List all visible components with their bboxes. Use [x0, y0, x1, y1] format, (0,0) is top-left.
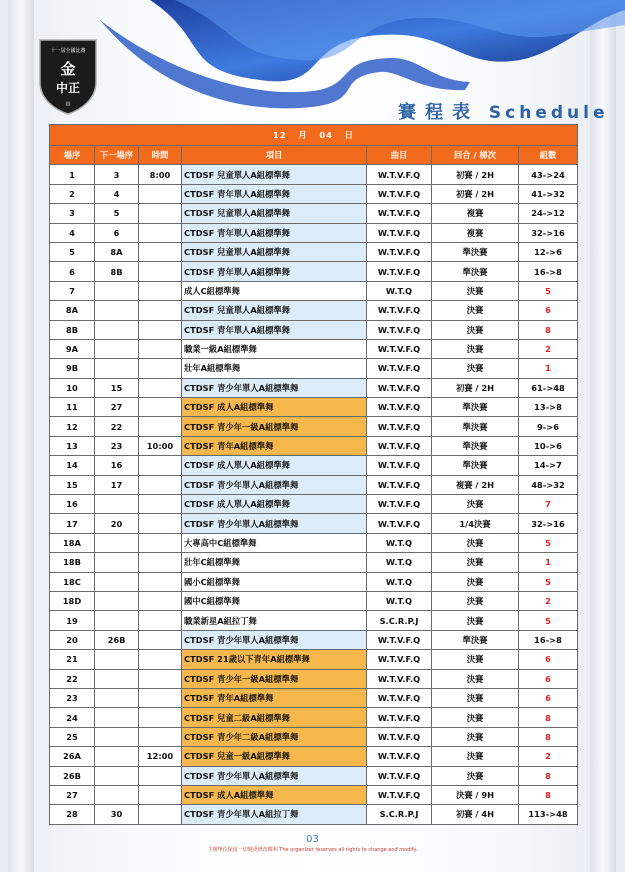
event-cell: CTDSF 青少年單人A組標準舞 — [182, 378, 367, 397]
count-cell: 5 — [519, 611, 578, 630]
round-cell: 決賽 / 9H — [432, 785, 519, 804]
table-row — [50, 339, 578, 358]
title-en: Schedule — [488, 103, 609, 123]
next-seq-cell: 8B — [95, 262, 139, 281]
next-seq-cell — [95, 591, 139, 610]
event-cell: CTDSF 青少年一級A組標準舞 — [182, 669, 367, 688]
header-next-seq: 下一場序 — [95, 146, 139, 165]
table-row — [50, 785, 578, 804]
time-cell — [139, 475, 182, 494]
seq-cell: 26B — [50, 766, 95, 785]
count-cell: 6 — [519, 669, 578, 688]
table-row — [50, 436, 578, 455]
seq-cell: 16 — [50, 495, 95, 514]
date-month-unit: 月 — [298, 130, 308, 140]
next-seq-cell — [95, 766, 139, 785]
table-row — [50, 281, 578, 300]
round-cell: 準決賽 — [432, 456, 519, 475]
round-cell: 決賽 — [432, 591, 519, 610]
count-cell: 7 — [519, 495, 578, 514]
count-cell: 5 — [519, 533, 578, 552]
music-cell: W.T.V.F.Q — [367, 165, 432, 184]
seq-cell: 12 — [50, 417, 95, 436]
seq-cell: 23 — [50, 688, 95, 707]
round-cell: 準決賽 — [432, 630, 519, 649]
table-row — [50, 572, 578, 591]
music-cell: W.T.V.F.Q — [367, 514, 432, 533]
table-row — [50, 378, 578, 397]
round-cell: 準決賽 — [432, 398, 519, 417]
table-row — [50, 165, 578, 184]
table-row — [50, 359, 578, 378]
seq-cell: 10 — [50, 378, 95, 397]
table-row — [50, 417, 578, 436]
event-cell: CTDSF 青少年二級A組標準舞 — [182, 727, 367, 746]
next-seq-cell — [95, 533, 139, 552]
logo-line1: 金 — [60, 60, 76, 78]
round-cell: 決賽 — [432, 572, 519, 591]
next-seq-cell: 4 — [95, 184, 139, 203]
count-cell: 10->6 — [519, 436, 578, 455]
time-cell — [139, 242, 182, 261]
time-cell — [139, 514, 182, 533]
round-cell: 決賽 — [432, 553, 519, 572]
round-cell: 準決賽 — [432, 417, 519, 436]
count-cell: 6 — [519, 688, 578, 707]
count-cell: 43->24 — [519, 165, 578, 184]
music-cell: W.T.V.F.Q — [367, 495, 432, 514]
round-cell: 決賽 — [432, 766, 519, 785]
music-cell: W.T.V.F.Q — [367, 436, 432, 455]
music-cell: W.T.V.F.Q — [367, 242, 432, 261]
logo-line2: 中正 — [55, 81, 81, 95]
music-cell: W.T.V.F.Q — [367, 301, 432, 320]
count-cell: 8 — [519, 708, 578, 727]
time-cell — [139, 320, 182, 339]
event-cell: 成人C組標準舞 — [182, 281, 367, 300]
music-cell: W.T.V.F.Q — [367, 339, 432, 358]
count-cell: 6 — [519, 650, 578, 669]
round-cell: 準決賽 — [432, 262, 519, 281]
table-row — [50, 747, 578, 766]
table-row — [50, 708, 578, 727]
event-cell: CTDSF 青年單人A組標準舞 — [182, 223, 367, 242]
next-seq-cell: 15 — [95, 378, 139, 397]
date-day-unit: 日 — [344, 130, 354, 140]
music-cell: W.T.V.F.Q — [367, 378, 432, 397]
music-cell: W.T.Q — [367, 553, 432, 572]
time-cell: 12:00 — [139, 747, 182, 766]
next-seq-cell: 17 — [95, 475, 139, 494]
round-cell: 複賽 — [432, 223, 519, 242]
seq-cell: 18D — [50, 591, 95, 610]
logo — [34, 32, 102, 116]
event-cell: CTDSF 成人A組標準舞 — [182, 398, 367, 417]
next-seq-cell: 8A — [95, 242, 139, 261]
seq-cell: 9B — [50, 359, 95, 378]
time-cell — [139, 223, 182, 242]
event-cell: CTDSF 兒童二級A組標準舞 — [182, 708, 367, 727]
logo-top-text: 十一屆全國比賽 — [50, 48, 86, 54]
time-cell — [139, 417, 182, 436]
event-cell: CTDSF 青少年單人A組標準舞 — [182, 766, 367, 785]
next-seq-cell — [95, 727, 139, 746]
seq-cell: 5 — [50, 242, 95, 261]
next-seq-cell — [95, 301, 139, 320]
table-row — [50, 495, 578, 514]
music-cell: W.T.Q — [367, 533, 432, 552]
count-cell: 8 — [519, 727, 578, 746]
round-cell: 決賽 — [432, 611, 519, 630]
next-seq-cell — [95, 553, 139, 572]
time-cell — [139, 495, 182, 514]
round-cell: 決賽 — [432, 727, 519, 746]
event-cell: CTDSF 兒童單人A組標準舞 — [182, 301, 367, 320]
next-seq-cell — [95, 708, 139, 727]
table-row — [50, 475, 578, 494]
table-row — [50, 456, 578, 475]
next-seq-cell — [95, 320, 139, 339]
round-cell: 1/4決賽 — [432, 514, 519, 533]
seq-cell: 6 — [50, 262, 95, 281]
event-cell: CTDSF 青年A組標準舞 — [182, 688, 367, 707]
time-cell — [139, 650, 182, 669]
next-seq-cell — [95, 572, 139, 591]
table-row — [50, 242, 578, 261]
round-cell: 初賽 / 2H — [432, 378, 519, 397]
next-seq-cell: 22 — [95, 417, 139, 436]
count-cell: 12->6 — [519, 242, 578, 261]
music-cell: W.T.V.F.Q — [367, 320, 432, 339]
table-row — [50, 223, 578, 242]
table-row — [50, 553, 578, 572]
time-cell — [139, 262, 182, 281]
header-event: 項目 — [182, 146, 367, 165]
time-cell — [139, 378, 182, 397]
round-cell: 決賽 — [432, 495, 519, 514]
table-row — [50, 262, 578, 281]
round-cell: 決賽 — [432, 669, 519, 688]
time-cell — [139, 572, 182, 591]
header-count: 組數 — [519, 146, 578, 165]
table-row — [50, 301, 578, 320]
background-pillar — [8, 0, 34, 872]
next-seq-cell: 16 — [95, 456, 139, 475]
count-cell: 113->48 — [519, 805, 578, 824]
table-row — [50, 630, 578, 649]
date-month: 12 — [273, 130, 287, 140]
count-cell: 32->16 — [519, 223, 578, 242]
time-cell — [139, 339, 182, 358]
music-cell: W.T.V.F.Q — [367, 359, 432, 378]
table-row — [50, 514, 578, 533]
event-cell: CTDSF 成人單人A組標準舞 — [182, 456, 367, 475]
round-cell: 決賽 — [432, 301, 519, 320]
event-cell: CTDSF 青少年單人A組拉丁舞 — [182, 805, 367, 824]
count-cell: 9->6 — [519, 417, 578, 436]
seq-cell: 27 — [50, 785, 95, 804]
table-row — [50, 650, 578, 669]
count-cell: 2 — [519, 591, 578, 610]
table-row — [50, 669, 578, 688]
music-cell: W.T.V.F.Q — [367, 747, 432, 766]
next-seq-cell — [95, 688, 139, 707]
time-cell — [139, 359, 182, 378]
music-cell: W.T.V.F.Q — [367, 184, 432, 203]
time-cell — [139, 591, 182, 610]
time-cell — [139, 766, 182, 785]
seq-cell: 21 — [50, 650, 95, 669]
next-seq-cell — [95, 650, 139, 669]
event-cell: CTDSF 青少年一級A組標準舞 — [182, 417, 367, 436]
seq-cell: 25 — [50, 727, 95, 746]
next-seq-cell — [95, 669, 139, 688]
count-cell: 16->8 — [519, 262, 578, 281]
round-cell: 決賽 — [432, 281, 519, 300]
event-cell: CTDSF 成人A組標準舞 — [182, 785, 367, 804]
background-pillar — [590, 0, 616, 872]
time-cell — [139, 688, 182, 707]
count-cell: 5 — [519, 572, 578, 591]
next-seq-cell: 27 — [95, 398, 139, 417]
count-cell: 5 — [519, 281, 578, 300]
next-seq-cell — [95, 747, 139, 766]
table-row — [50, 398, 578, 417]
header-music: 曲目 — [367, 146, 432, 165]
music-cell: W.T.V.F.Q — [367, 785, 432, 804]
next-seq-cell — [95, 281, 139, 300]
music-cell: W.T.Q — [367, 591, 432, 610]
music-cell: W.T.V.F.Q — [367, 398, 432, 417]
count-cell: 16->8 — [519, 630, 578, 649]
page-title — [398, 98, 609, 124]
event-cell: CTDSF 青年單人A組標準舞 — [182, 262, 367, 281]
event-cell: 壯年A組標準舞 — [182, 359, 367, 378]
seq-cell: 3 — [50, 204, 95, 223]
music-cell: W.T.V.F.Q — [367, 688, 432, 707]
round-cell: 決賽 — [432, 359, 519, 378]
seq-cell: 14 — [50, 456, 95, 475]
next-seq-cell — [95, 495, 139, 514]
round-cell: 準決賽 — [432, 436, 519, 455]
seq-cell: 18B — [50, 553, 95, 572]
music-cell: W.T.V.F.Q — [367, 417, 432, 436]
time-cell — [139, 204, 182, 223]
seq-cell: 26A — [50, 747, 95, 766]
time-cell — [139, 785, 182, 804]
seq-cell: 4 — [50, 223, 95, 242]
count-cell: 48->32 — [519, 475, 578, 494]
count-cell: 2 — [519, 747, 578, 766]
seq-cell: 15 — [50, 475, 95, 494]
music-cell: W.T.V.F.Q — [367, 630, 432, 649]
count-cell: 1 — [519, 553, 578, 572]
next-seq-cell: 20 — [95, 514, 139, 533]
count-cell: 13->8 — [519, 398, 578, 417]
logo-bottom-text: III — [65, 101, 71, 108]
event-cell: 壯年C組標準舞 — [182, 553, 367, 572]
count-cell: 14->7 — [519, 456, 578, 475]
event-cell: CTDSF 兒童單人A組標準舞 — [182, 242, 367, 261]
table-row — [50, 611, 578, 630]
table-row — [50, 805, 578, 824]
time-cell — [139, 533, 182, 552]
event-cell: CTDSF 青年A組標準舞 — [182, 436, 367, 455]
next-seq-cell — [95, 359, 139, 378]
event-cell: CTDSF 兒童單人A組標準舞 — [182, 204, 367, 223]
round-cell: 決賽 — [432, 533, 519, 552]
next-seq-cell: 26B — [95, 630, 139, 649]
event-cell: CTDSF 兒童一級A組標準舞 — [182, 747, 367, 766]
count-cell: 41->32 — [519, 184, 578, 203]
header-row — [50, 146, 578, 165]
seq-cell: 1 — [50, 165, 95, 184]
event-cell: CTDSF 青少年單人A組標準舞 — [182, 630, 367, 649]
music-cell: W.T.Q — [367, 572, 432, 591]
table-row — [50, 688, 578, 707]
next-seq-cell — [95, 611, 139, 630]
time-cell — [139, 669, 182, 688]
round-cell: 決賽 — [432, 708, 519, 727]
round-cell: 決賽 — [432, 320, 519, 339]
event-cell: CTDSF 青少年單人A組標準舞 — [182, 514, 367, 533]
seq-cell: 2 — [50, 184, 95, 203]
event-cell: CTDSF 成人單人A組標準舞 — [182, 495, 367, 514]
round-cell: 決賽 — [432, 339, 519, 358]
music-cell: W.T.V.F.Q — [367, 262, 432, 281]
time-cell — [139, 301, 182, 320]
round-cell: 複賽 — [432, 204, 519, 223]
next-seq-cell: 23 — [95, 436, 139, 455]
table-row — [50, 766, 578, 785]
time-cell — [139, 611, 182, 630]
event-cell: 國小C組標準舞 — [182, 572, 367, 591]
next-seq-cell: 6 — [95, 223, 139, 242]
count-cell: 6 — [519, 301, 578, 320]
time-cell — [139, 630, 182, 649]
date-cell — [50, 125, 578, 146]
seq-cell: 8B — [50, 320, 95, 339]
next-seq-cell: 5 — [95, 204, 139, 223]
count-cell: 8 — [519, 785, 578, 804]
header-seq: 場序 — [50, 146, 95, 165]
round-cell: 初賽 / 2H — [432, 165, 519, 184]
event-cell: 職業新星A組拉丁舞 — [182, 611, 367, 630]
time-cell — [139, 456, 182, 475]
table-row — [50, 320, 578, 339]
round-cell: 決賽 — [432, 747, 519, 766]
music-cell: W.T.V.F.Q — [367, 456, 432, 475]
table-row — [50, 204, 578, 223]
time-cell — [139, 805, 182, 824]
table-row — [50, 727, 578, 746]
seq-cell: 17 — [50, 514, 95, 533]
event-cell: CTDSF 青年單人A組標準舞 — [182, 184, 367, 203]
count-cell: 1 — [519, 359, 578, 378]
seq-cell: 11 — [50, 398, 95, 417]
next-seq-cell: 30 — [95, 805, 139, 824]
table-row — [50, 184, 578, 203]
event-cell: 國中C組標準舞 — [182, 591, 367, 610]
round-cell: 決賽 — [432, 650, 519, 669]
next-seq-cell — [95, 339, 139, 358]
seq-cell: 13 — [50, 436, 95, 455]
header-round: 回合 / 梯次 — [432, 146, 519, 165]
seq-cell: 22 — [50, 669, 95, 688]
time-cell — [139, 727, 182, 746]
event-cell: CTDSF 青少年單人A組標準舞 — [182, 475, 367, 494]
count-cell: 32->16 — [519, 514, 578, 533]
seq-cell: 19 — [50, 611, 95, 630]
time-cell: 10:00 — [139, 436, 182, 455]
next-seq-cell — [95, 785, 139, 804]
table-row — [50, 591, 578, 610]
music-cell: S.C.R.P.J — [367, 611, 432, 630]
music-cell: W.T.V.F.Q — [367, 727, 432, 746]
time-cell — [139, 553, 182, 572]
music-cell: W.T.V.F.Q — [367, 708, 432, 727]
event-cell: CTDSF 21歲以下青年A組標準舞 — [182, 650, 367, 669]
title-zh: 賽程表 — [398, 102, 479, 123]
music-cell: W.T.Q — [367, 281, 432, 300]
round-cell: 初賽 / 4H — [432, 805, 519, 824]
seq-cell: 28 — [50, 805, 95, 824]
time-cell: 8:00 — [139, 165, 182, 184]
music-cell: W.T.V.F.Q — [367, 650, 432, 669]
round-cell: 初賽 / 2H — [432, 184, 519, 203]
music-cell: W.T.V.F.Q — [367, 766, 432, 785]
time-cell — [139, 281, 182, 300]
count-cell: 24->12 — [519, 204, 578, 223]
seq-cell: 20 — [50, 630, 95, 649]
seq-cell: 8A — [50, 301, 95, 320]
next-seq-cell: 3 — [95, 165, 139, 184]
table-row — [50, 533, 578, 552]
time-cell — [139, 398, 182, 417]
event-cell: 職業一級A組標準舞 — [182, 339, 367, 358]
seq-cell: 24 — [50, 708, 95, 727]
event-cell: 大專高中C組標準舞 — [182, 533, 367, 552]
seq-cell: 18C — [50, 572, 95, 591]
round-cell: 複賽 / 2H — [432, 475, 519, 494]
music-cell: W.T.V.F.Q — [367, 475, 432, 494]
seq-cell: 18A — [50, 533, 95, 552]
header-time: 時間 — [139, 146, 182, 165]
seq-cell: 9A — [50, 339, 95, 358]
footer-note: 主辦單位保留一切變更修改權利 The organizer reserves all rights to change and modify. — [207, 847, 418, 853]
music-cell: W.T.V.F.Q — [367, 223, 432, 242]
round-cell: 準決賽 — [432, 242, 519, 261]
music-cell: W.T.V.F.Q — [367, 204, 432, 223]
round-cell: 決賽 — [432, 688, 519, 707]
page-number: 03 — [306, 834, 319, 845]
count-cell: 2 — [519, 339, 578, 358]
seq-cell: 7 — [50, 281, 95, 300]
music-cell: S.C.R.P.J — [367, 805, 432, 824]
count-cell: 8 — [519, 320, 578, 339]
event-cell: CTDSF 青年單人A組標準舞 — [182, 320, 367, 339]
music-cell: W.T.V.F.Q — [367, 669, 432, 688]
schedule-table — [49, 124, 578, 825]
date-row — [50, 125, 578, 146]
time-cell — [139, 708, 182, 727]
count-cell: 8 — [519, 766, 578, 785]
count-cell: 61->48 — [519, 378, 578, 397]
date-day: 04 — [319, 130, 333, 140]
event-cell: CTDSF 兒童單人A組標準舞 — [182, 165, 367, 184]
time-cell — [139, 184, 182, 203]
